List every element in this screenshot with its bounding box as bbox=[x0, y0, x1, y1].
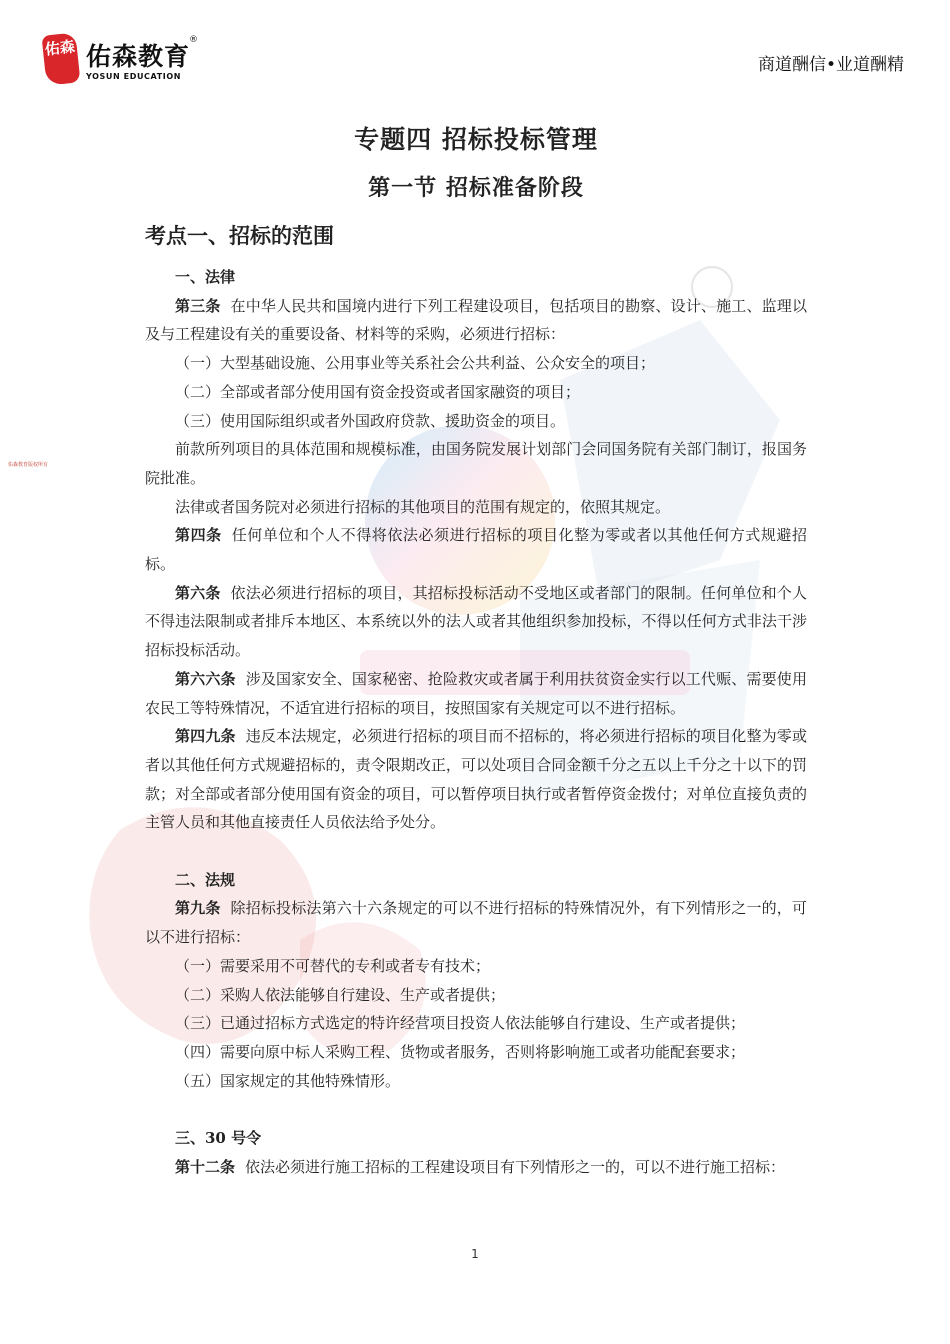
list-item: （三）已通过招标方式选定的特许经营项目投资人依法能够自行建设、生产或者提供； bbox=[175, 1014, 746, 1033]
logo-name bbox=[86, 35, 200, 73]
list-item: （四）需要向原中标人采购工程、货物或者服务，否则将影响施工或者功能配套要求； bbox=[175, 1042, 746, 1061]
article-number: 第十二条 bbox=[175, 1157, 236, 1176]
registered-mark: ® bbox=[189, 35, 200, 45]
article-number: 第三条 bbox=[175, 296, 221, 315]
logo-name-text: 佑森教育 bbox=[86, 42, 191, 71]
article-number: 第六六条 bbox=[175, 669, 236, 688]
article-text: 依法必须进行招标的项目，其招标投标活动不受地区或者部门的限制。任何单位和个人不得违法限制或者排斥本地区、本系统以外的法人或者其他组织参加投标，不得以任何方式非法干涉招标投标活动。 bbox=[145, 583, 807, 660]
list-item: （一）需要采用不可替代的专利或者专有技术； bbox=[175, 956, 491, 975]
page-number: 1 bbox=[471, 1247, 479, 1261]
article-text: 涉及国家安全、国家秘密、抢险救灾或者属于利用扶贫资金实行以工代赈、需要使用农民工等特殊情况，不适宜进行招标的项目，按照国家有关规定可以不进行招标。 bbox=[145, 669, 807, 717]
article-paragraph bbox=[145, 292, 807, 349]
article-number: 第九条 bbox=[175, 899, 221, 918]
article-paragraph bbox=[145, 665, 807, 722]
article-paragraph bbox=[145, 579, 807, 665]
article-number: 第六条 bbox=[175, 583, 221, 602]
subsection-heading-law: 一、法律 bbox=[175, 268, 236, 286]
paragraph: 前款所列项目的具体范围和规模标准，由国务院发展计划部门会同国务院有关部门制订，报国务院批准。 bbox=[145, 440, 807, 487]
document-body bbox=[145, 120, 807, 1181]
article-paragraph bbox=[145, 722, 807, 837]
list-item: （一）大型基础设施、公用事业等关系社会公共利益、公众安全的项目； bbox=[175, 354, 656, 373]
subsection-heading-order-30: 三、30 号令 bbox=[175, 1129, 262, 1148]
article-text: 在中华人民共和国境内进行下列工程建设项目，包括项目的勘察、设计、施工、监理以及与工程建设有关的重要设备、材料等的采购，必须进行招标： bbox=[145, 296, 807, 344]
list-item: （二）全部或者部分使用国有资金投资或者国家融资的项目； bbox=[175, 382, 581, 401]
article-text: 违反本法规定，必须进行招标的项目而不招标的，将必须进行招标的项目化整为零或者以其他任何方式规避招标的，责令限期改正，可以处项目合同金额千分之五以上千分之十以下的罚款；对全部或者部分使用国有资金的项目，可以暂停项目执行或者暂停资金拨付；对单位直接负责的主管人员和其他直接责任人员依法给予处分。 bbox=[145, 727, 807, 832]
section-title: 第一节 招标准备阶段 bbox=[368, 175, 584, 201]
article-text: 除招标投标法第六十六条规定的可以不进行招标的特殊情况外，有下列情形之一的，可以不进行招标： bbox=[145, 899, 807, 947]
brand-logo bbox=[43, 34, 200, 84]
subsection-heading-regulation: 二、法规 bbox=[175, 870, 236, 889]
page-header bbox=[0, 0, 950, 100]
article-number: 第四九条 bbox=[175, 727, 236, 746]
logo-english: YOSUN EDUCATION bbox=[86, 72, 182, 81]
logo-seal-icon: 佑森 bbox=[41, 32, 80, 85]
list-item: （二）采购人依法能够自行建设、生产或者提供； bbox=[175, 985, 506, 1004]
list-item: （五）国家规定的其他特殊情形。 bbox=[175, 1071, 401, 1090]
topic-heading: 考点一、招标的范围 bbox=[145, 223, 334, 248]
article-number: 第四条 bbox=[175, 526, 222, 545]
article-text: 依法必须进行施工招标的工程建设项目有下列情形之一的，可以不进行施工招标： bbox=[245, 1157, 786, 1176]
article-text: 任何单位和个人不得将依法必须进行招标的项目化整为零或者以其他任何方式规避招标。 bbox=[145, 526, 807, 574]
side-copyright-note: 佑森教育版权所有 bbox=[8, 462, 49, 468]
header-slogan: 商道酬信•业道酬精 bbox=[757, 55, 904, 75]
paragraph: 法律或者国务院对必须进行招标的其他项目的范围有规定的，依照其规定。 bbox=[175, 497, 671, 516]
logo-text bbox=[86, 35, 200, 81]
article-paragraph bbox=[145, 894, 807, 951]
article-paragraph bbox=[145, 1153, 807, 1182]
article-paragraph bbox=[145, 521, 807, 578]
document-title: 专题四 招标投标管理 bbox=[354, 125, 598, 154]
list-item: （三）使用国际组织或者外国政府贷款、援助资金的项目。 bbox=[175, 411, 566, 430]
